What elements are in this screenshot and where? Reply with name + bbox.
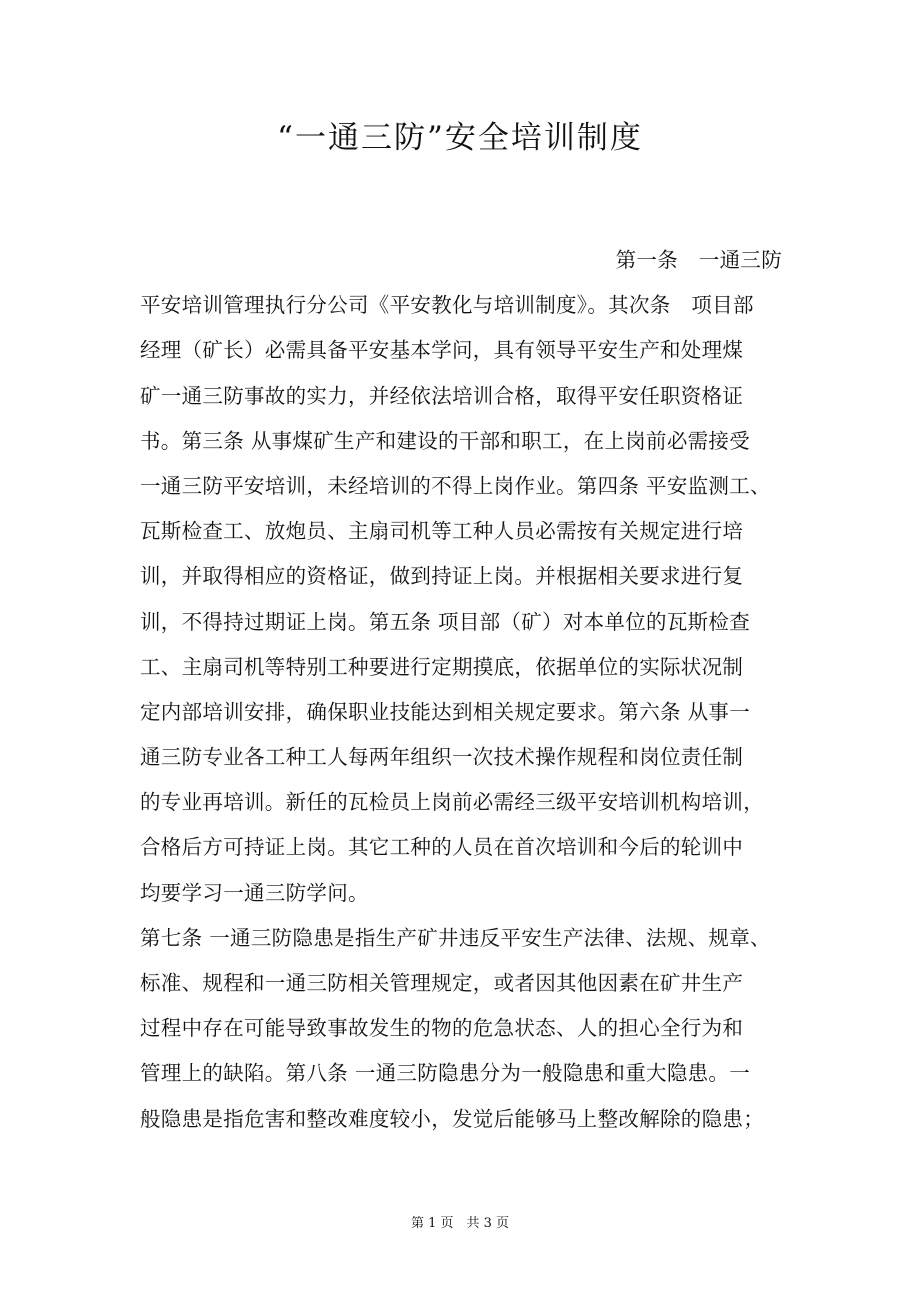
body-line: 般隐患是指危害和整改难度较小，发觉后能够马上整改解除的隐患； (140, 1106, 764, 1131)
body-line: 定内部培训安排，确保职业技能达到相关规定要求。第六条 从事一 (140, 699, 751, 724)
body-line: 管理上的缺陷。第八条 一通三防隐患分为一般隐患和重大隐患。一 (140, 1061, 751, 1086)
body-line: 第一条 一通三防 (615, 248, 782, 272)
body-line: 书。第三条 从事煤矿生产和建设的干部和职工，在上岗前必需接受 (140, 428, 751, 453)
document-title: “一通三防”安全培训制度 (277, 120, 643, 156)
body-line: 训，并取得相应的资格证，做到持证上岗。并根据相关要求进行复 (140, 564, 744, 589)
body-line: 第七条 一通三防隐患是指生产矿井违反平安生产法律、法规、规章、 (140, 925, 771, 950)
body-line: 通三防专业各工种工人每两年组织一次技术操作规程和岗位责任制 (140, 745, 744, 770)
body-line: 一通三防平安培训，未经培训的不得上岗作业。第四条 平安监测工、 (140, 473, 771, 498)
body-line: 矿一通三防事故的实力，并经依法培训合格，取得平安任职资格证 (140, 383, 744, 408)
body-line: 瓦斯检查工、放炮员、主扇司机等工种人员必需按有关规定进行培 (140, 519, 744, 544)
body-line: 均要学习一通三防学问。 (140, 880, 369, 905)
document-body (140, 238, 800, 1142)
body-line: 过程中存在可能导致事故发生的物的危急状态、人的担心全行为和 (140, 1016, 744, 1041)
page-number: 第 1 页 共 3 页 (410, 1216, 510, 1231)
body-line: 训，不得持过期证上岗。第五条 项目部（矿）对本单位的瓦斯检查 (140, 609, 751, 634)
body-line: 标准、规程和一通三防相关管理规定，或者因其他因素在矿井生产 (140, 971, 744, 995)
body-line: 经理（矿长）必需具备平安基本学问，具有领导平安生产和处理煤 (140, 338, 744, 363)
body-line: 平安培训管理执行分公司《平安教化与培训制度》。其次条 项目部 (140, 293, 754, 318)
body-line: 合格后方可持证上岗。其它工种的人员在首次培训和今后的轮训中 (140, 835, 744, 860)
body-line: 的专业再培训。新任的瓦检员上岗前必需经三级平安培训机构培训， (140, 790, 764, 815)
body-line: 工、主扇司机等特别工种要进行定期摸底，依据单位的实际状况制 (140, 654, 744, 679)
